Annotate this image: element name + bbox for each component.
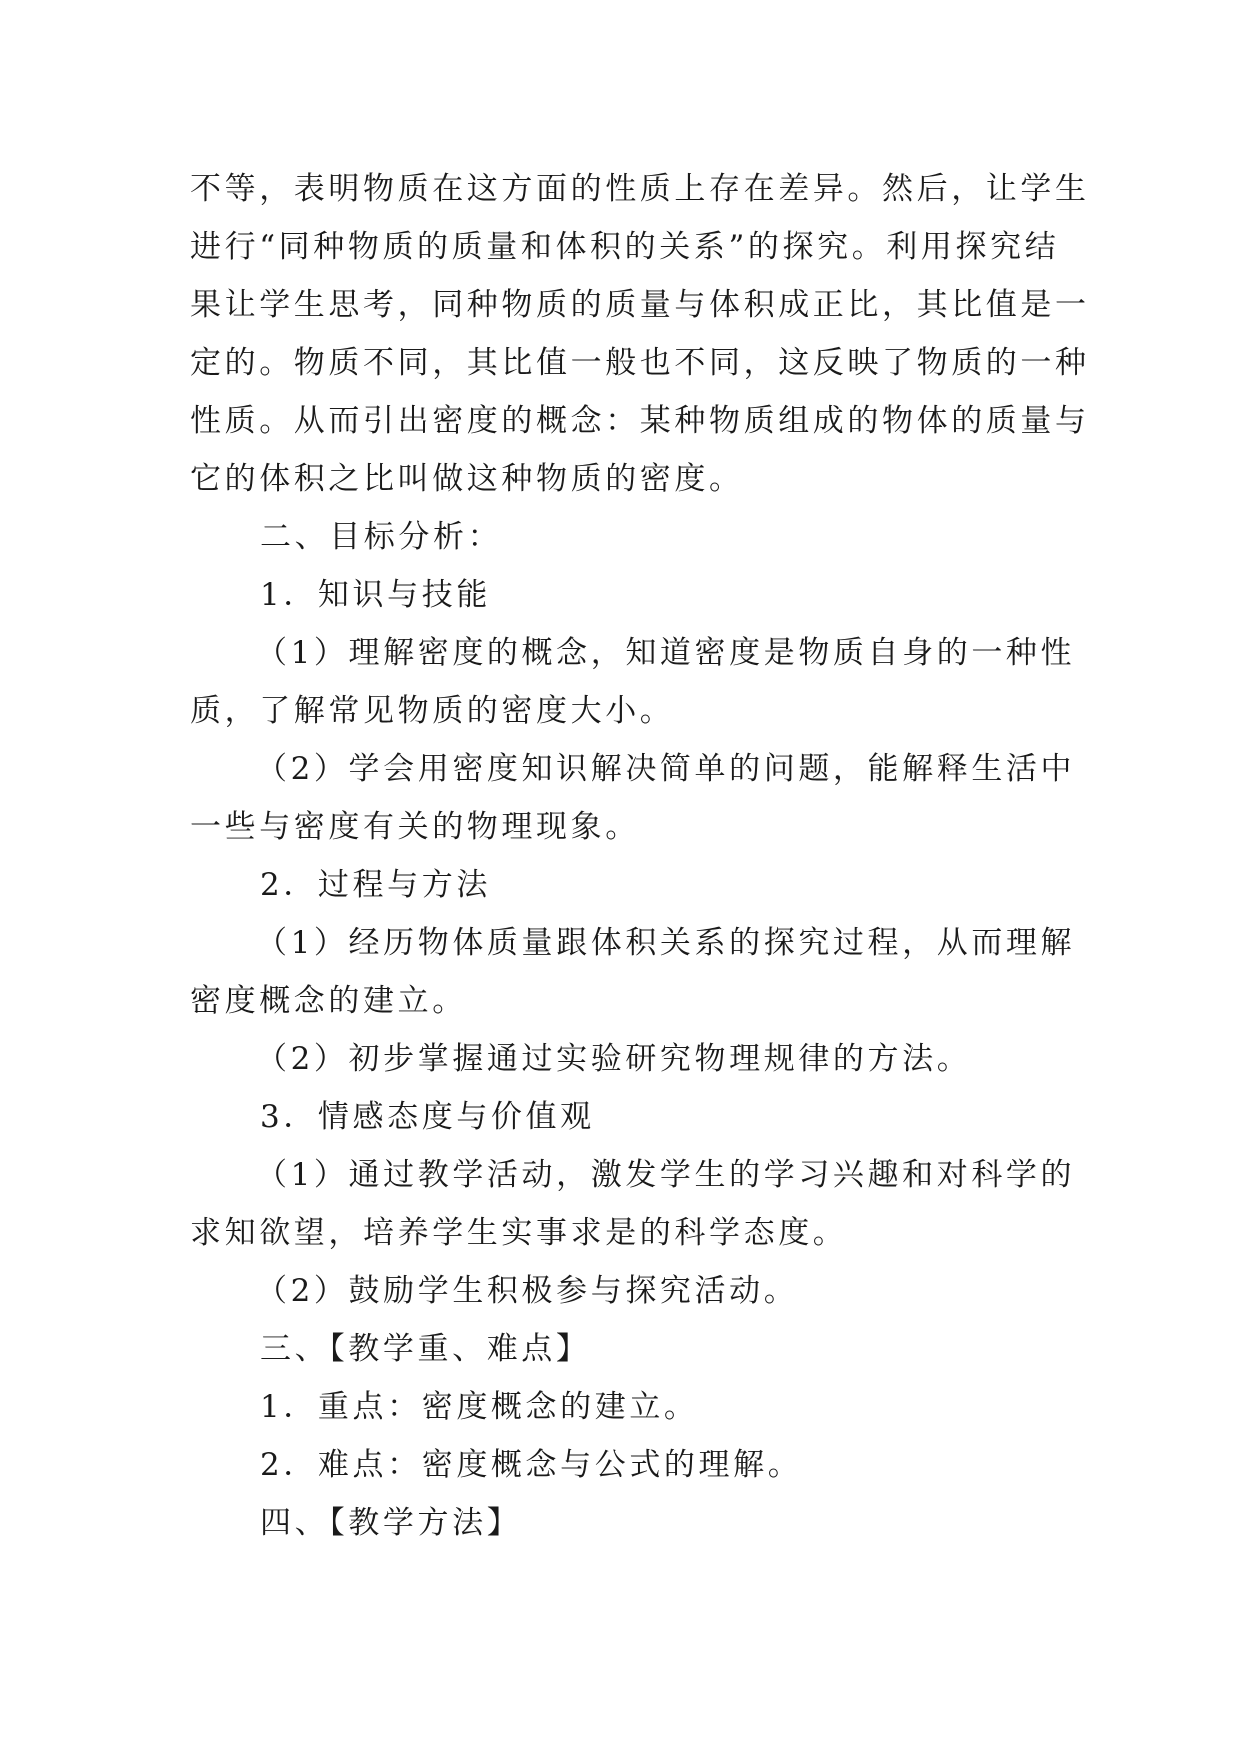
- text-line: （2）初步掌握通过实验研究物理规律的方法。: [256, 1041, 972, 1077]
- text-line: 求知欲望，培养学生实事求是的科学态度。: [190, 1215, 848, 1251]
- text-line: （1）通过教学活动，激发学生的学习兴趣和对科学的: [256, 1157, 1076, 1193]
- text-line: 果让学生思考，同种物质的质量与体积成正比，其比值是一: [190, 287, 1090, 323]
- text-line: 不等，表明物质在这方面的性质上存在差异。然后，让学生: [190, 171, 1090, 207]
- subsection-heading: 3．情感态度与价值观: [260, 1099, 595, 1135]
- text-line: 1．重点：密度概念的建立。: [260, 1389, 699, 1425]
- section-heading: 二、目标分析：: [260, 519, 503, 555]
- text-line: 密度概念的建立。: [190, 983, 467, 1019]
- text-line: 定的。物质不同，其比值一般也不同，这反映了物质的一种: [190, 345, 1090, 381]
- text-line: 一些与密度有关的物理现象。: [190, 809, 640, 845]
- section-heading: 四、【教学方法】: [260, 1505, 522, 1541]
- section-heading: 三、【教学重、难点】: [260, 1331, 591, 1367]
- text-line: 2．难点：密度概念与公式的理解。: [260, 1447, 803, 1483]
- text-line: （1）经历物体质量跟体积关系的探究过程，从而理解: [256, 925, 1076, 961]
- text-line: （2）学会用密度知识解决简单的问题，能解释生活中: [256, 751, 1076, 787]
- text-line: 质，了解常见物质的密度大小。: [190, 693, 675, 729]
- text-line: （2）鼓励学生积极参与探究活动。: [256, 1273, 799, 1309]
- text-line: 性质。从而引出密度的概念：某种物质组成的物体的质量与: [190, 403, 1090, 439]
- document-page: [190, 160, 1090, 1552]
- text-line: 进行“同种物质的质量和体积的关系”的探究。利用探究结: [190, 229, 1060, 265]
- subsection-heading: 1．知识与技能: [260, 577, 491, 613]
- subsection-heading: 2．过程与方法: [260, 867, 491, 903]
- text-line: （1）理解密度的概念，知道密度是物质自身的一种性: [256, 635, 1076, 671]
- text-line: 它的体积之比叫做这种物质的密度。: [190, 461, 744, 497]
